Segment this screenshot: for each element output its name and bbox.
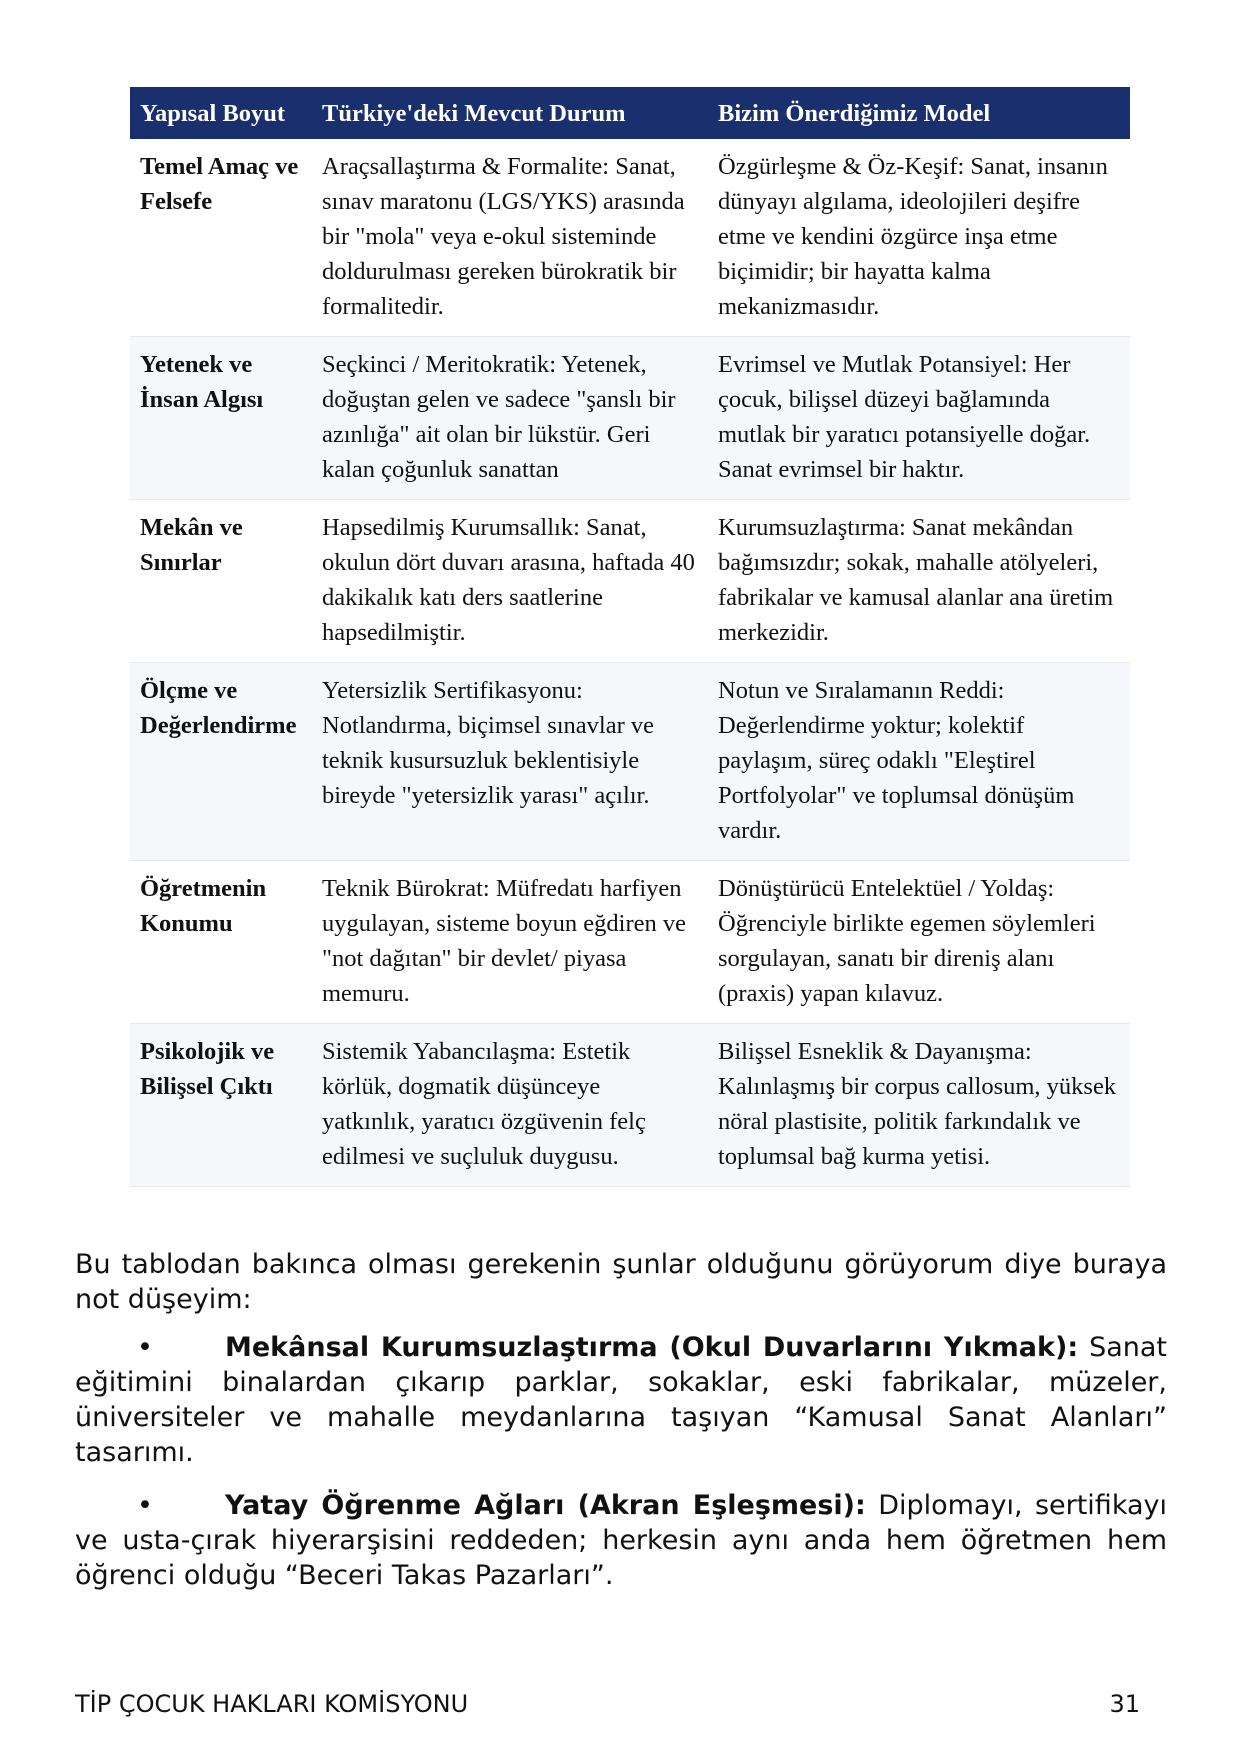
bullet-marker: • — [137, 1490, 153, 1521]
row-dimension: Mekân ve Sınırlar — [130, 500, 312, 663]
bullet-item — [75, 1488, 1167, 1593]
page-number: 31 — [1109, 1690, 1140, 1718]
intro-paragraph: Bu tablodan bakınca olması gerekenin şunlar olduğunu görüyorum diye buraya not düşeyim: — [75, 1249, 1167, 1315]
bullet-item — [75, 1330, 1167, 1470]
bullet-text: Sanat eğitimini binalardan çıkarıp parklar, sokaklar, eski fabrikalar, müzeler, üniversiteler ve mahalle meydanlarına taşıyan “Kamusal Sanat Alanları” tasarımı. — [75, 1332, 1167, 1468]
comparison-table-container — [130, 87, 1130, 1187]
table-row — [130, 861, 1130, 1024]
table-row — [130, 337, 1130, 500]
row-current: Yetersizlik Sertifikasyonu: Notlandırma, biçimsel sınavlar ve teknik kusursuzluk beklentisiyle bireyde "yetersizlik yarası" açılır. — [312, 663, 708, 861]
row-dimension: Yetenek ve İnsan Algısı — [130, 337, 312, 500]
row-current: Sistemik Yabancılaşma: Estetik körlük, dogmatik düşünceye yatkınlık, yaratıcı özgüvenin felç edilmesi ve suçluluk duygusu. — [312, 1024, 708, 1187]
row-proposed: Kurumsuzlaştırma: Sanat mekândan bağımsızdır; sokak, mahalle atölyeleri, fabrikalar ve kamusal alanlar ana üretim merkezidir. — [708, 500, 1130, 663]
header-structural-dimension: Yapısal Boyut — [130, 87, 312, 139]
bullet-title: Mekânsal Kurumsuzlaştırma (Okul Duvarlarını Yıkmak): — [225, 1332, 1079, 1363]
row-dimension: Ölçme ve Değerlendirme — [130, 663, 312, 861]
row-proposed: Notun ve Sıralamanın Reddi: Değerlendirme yoktur; kolektif paylaşım, süreç odaklı "Eleştirel Portfolyolar" ve toplumsal dönüşüm vardır. — [708, 663, 1130, 861]
comparison-table — [130, 87, 1130, 1187]
row-proposed: Özgürleşme & Öz-Keşif: Sanat, insanın dünyayı algılama, ideolojileri deşifre etme ve kendini özgürce inşa etme biçimidir; bir hayatta kalma mekanizmasıdır. — [708, 139, 1130, 337]
row-proposed: Bilişsel Esneklik & Dayanışma: Kalınlaşmış bir corpus callosum, yüksek nöral plastisite, politik farkındalık ve toplumsal bağ kurma yetisi. — [708, 1024, 1130, 1187]
row-current: Araçsallaştırma & Formalite: Sanat, sınav maratonu (LGS/YKS) arasında bir "mola" veya e-okul sisteminde doldurulması gereken bürokratik bir formalitedir. — [312, 139, 708, 337]
row-dimension: Psikolojik ve Bilişsel Çıktı — [130, 1024, 312, 1187]
row-current: Teknik Bürokrat: Müfredatı harfiyen uygulayan, sisteme boyun eğdiren ve "not dağıtan" bir devlet/ piyasa memuru. — [312, 861, 708, 1024]
row-dimension: Temel Amaç ve Felsefe — [130, 139, 312, 337]
bullet-marker: • — [137, 1332, 153, 1363]
row-current: Seçkinci / Meritokratik: Yetenek, doğuştan gelen ve sadece "şanslı bir azınlığa" ait olan bir lükstür. Geri kalan çoğunluk sanattan — [312, 337, 708, 500]
row-current: Hapsedilmiş Kurumsallık: Sanat, okulun dört duvarı arasına, haftada 40 dakikalık katı ders saatlerine hapsedilmiştir. — [312, 500, 708, 663]
table-row — [130, 500, 1130, 663]
row-proposed: Dönüştürücü Entelektüel / Yoldaş: Öğrenciyle birlikte egemen söylemleri sorgulayan, sanatı bir direniş alanı (praxis) yapan kılavuz. — [708, 861, 1130, 1024]
footer-organization: TİP ÇOCUK HAKLARI KOMİSYONU — [75, 1690, 469, 1718]
header-proposed-model: Bizim Önerdiğimiz Model — [708, 87, 1130, 139]
page-footer — [75, 1690, 1140, 1718]
table-row — [130, 139, 1130, 337]
row-proposed: Evrimsel ve Mutlak Potansiyel: Her çocuk, bilişsel düzeyi bağlamında mutlak bir yaratıcı potansiyelle doğar. Sanat evrimsel bir haktır. — [708, 337, 1130, 500]
bullet-text: Diplomayı, sertifikayı ve usta-çırak hiyerarşisini reddeden; herkesin aynı anda hem öğretmen hem öğrenci olduğu “Beceri Takas Pazarları”. — [75, 1490, 1168, 1591]
table-row — [130, 1024, 1130, 1187]
header-current-situation: Türkiye'deki Mevcut Durum — [312, 87, 708, 139]
row-dimension: Öğretmenin Konumu — [130, 861, 312, 1024]
bullet-title: Yatay Öğrenme Ağları (Akran Eşleşmesi): — [225, 1490, 866, 1521]
table-header-row — [130, 87, 1130, 139]
table-row — [130, 663, 1130, 861]
